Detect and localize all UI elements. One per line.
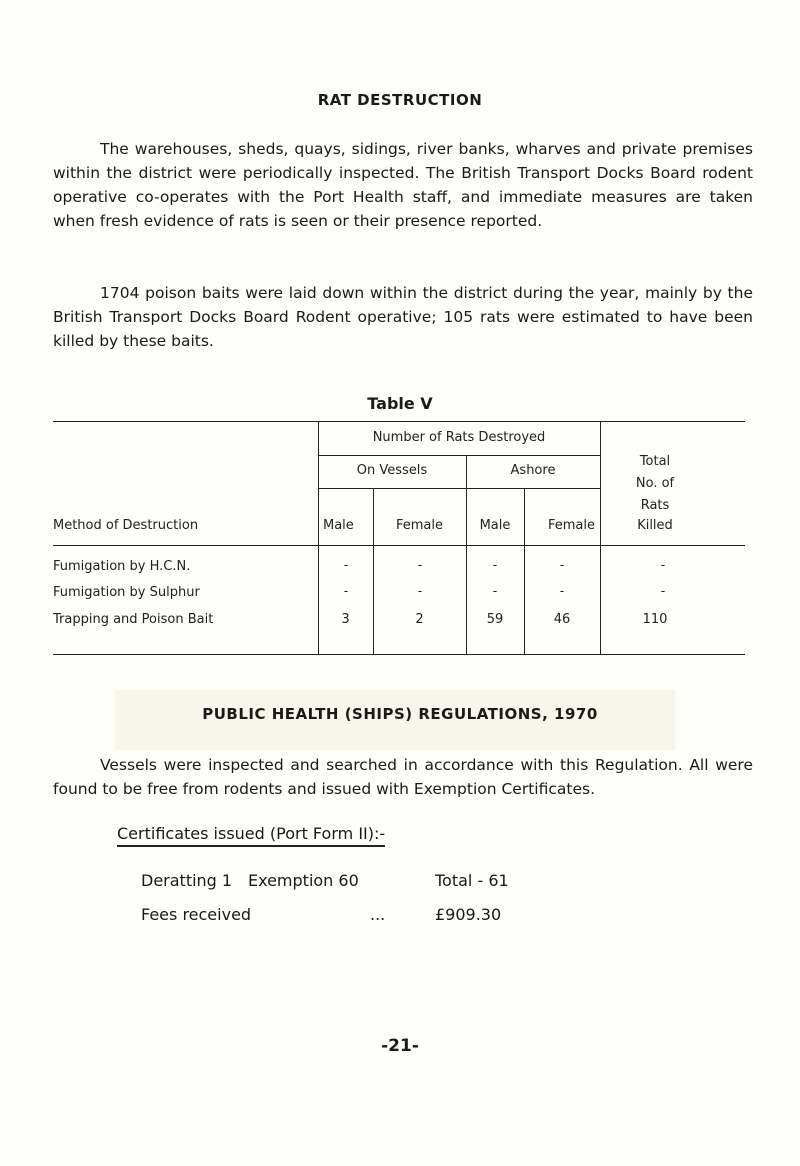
deratting-count: Deratting 1: [141, 871, 233, 890]
row-ashore-male: 59: [486, 612, 504, 627]
fees-label: Fees received: [141, 905, 252, 924]
row-vessels-female: 2: [415, 612, 424, 627]
rat-destruction-heading: RAT DESTRUCTION: [317, 91, 483, 109]
fees-value: £909.30: [435, 905, 502, 924]
row-vessels-female: -: [417, 583, 423, 598]
header-vessels-female: Female: [395, 518, 443, 533]
header-ashore: Ashore: [510, 463, 556, 478]
header-total-1: Total: [639, 454, 671, 469]
header-on-vessels: On Vessels: [356, 463, 428, 478]
header-sub-rule: [318, 455, 600, 456]
fees-dots: ...: [370, 905, 386, 924]
row-method: Fumigation by H.C.N.: [53, 559, 191, 574]
row-ashore-male: -: [492, 557, 498, 572]
table-title: Table V: [367, 394, 433, 413]
page-number: -21-: [381, 1036, 419, 1056]
poison-baits-paragraph: 1704 poison baits were laid down within the district during the year, mainly by the British Transport Docks Board Rodent operative; 105 rats were estimated to have been killed by these baits.: [53, 284, 753, 350]
row-ashore-male: -: [492, 583, 498, 598]
row-ashore-female: -: [559, 557, 565, 572]
header-number-destroyed: Number of Rats Destroyed: [372, 430, 546, 445]
row-vessels-male: 3: [341, 612, 350, 627]
col-divider-4: [524, 488, 525, 654]
col-divider-2: [373, 488, 374, 654]
header-sub-rule-2: [318, 488, 600, 489]
header-total-4: Killed: [637, 518, 673, 533]
row-total: 110: [642, 612, 668, 627]
header-total-2: No. of: [635, 476, 675, 491]
row-vessels-male: -: [343, 557, 349, 572]
table-top-rule: [53, 421, 745, 422]
inspection-paragraph: The warehouses, sheds, quays, sidings, river banks, wharves and private premises within the district were periodically inspected. The British Transport Docks Board rodent operative co-operates with the Port Health staff, and immediate measures are taken when fresh evidence of rats is seen or their presence reported.: [53, 140, 753, 230]
header-method: Method of Destruction: [53, 518, 199, 533]
row-total: -: [660, 583, 666, 598]
table-bottom-rule: [53, 654, 745, 655]
row-ashore-female: -: [559, 583, 565, 598]
row-vessels-male: -: [343, 583, 349, 598]
header-bottom-rule: [53, 545, 745, 546]
row-ashore-female: 46: [553, 612, 571, 627]
ships-regulations-heading: PUBLIC HEALTH (SHIPS) REGULATIONS, 1970: [202, 705, 598, 723]
header-total-3: Rats: [640, 498, 670, 513]
row-method: Trapping and Poison Bait: [53, 612, 214, 627]
header-ashore-male: Male: [479, 518, 511, 533]
rats-destroyed-table: [53, 421, 745, 654]
header-ashore-female: Female: [548, 518, 596, 533]
exemption-count: Exemption 60: [248, 871, 359, 890]
row-total: -: [660, 557, 666, 572]
row-method: Fumigation by Sulphur: [53, 585, 200, 600]
vessels-paragraph: Vessels were inspected and searched in accordance with this Regulation. All were found to be free from rodents and issued with Exemption Certificates.: [53, 756, 753, 798]
row-vessels-female: -: [417, 557, 423, 572]
certificates-title: Certificates issued (Port Form II):-: [117, 824, 385, 847]
header-vessels-male: Male: [323, 518, 354, 533]
certificates-total: Total - 61: [435, 871, 509, 890]
